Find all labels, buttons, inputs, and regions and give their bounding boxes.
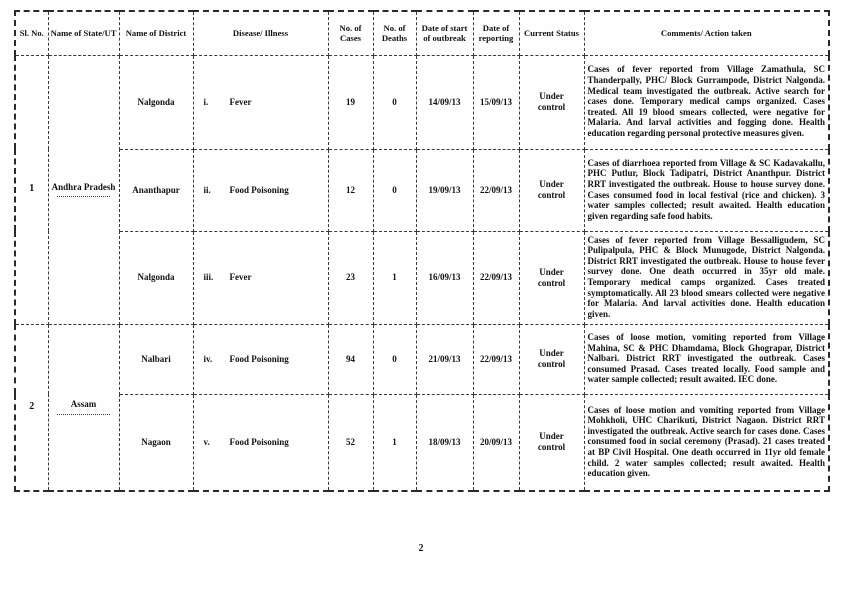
cell-start-date: 16/09/13	[416, 231, 473, 324]
disease-index: i.	[203, 96, 209, 107]
cell-sl-no: 1	[15, 55, 48, 324]
disease-index: v.	[203, 436, 210, 447]
cell-state	[48, 55, 119, 324]
cell-district: Nalbari	[119, 324, 193, 394]
cell-district: Ananthapur	[119, 149, 193, 231]
dotted-underline	[57, 414, 110, 415]
cell-cases: 19	[328, 55, 373, 149]
cell-report-date: 22/09/13	[473, 231, 519, 324]
cell-comment: Cases of fever reported from Village Bessalligudem, SC Pulipalpula, PHC & Block Munugode, District Nalgonda. District RRT investigated the outbreak. House to house fever survey done. One death occurred in 35yr old male. Temporary medical camps organized. Cases treated symptomatically. All 23 blood smears collected were negative for Malaria. And larval activities done. Health education given.	[584, 231, 829, 324]
col-header-district: Name of District	[119, 11, 193, 55]
col-header-status: Current Status	[519, 11, 584, 55]
cell-district: Nagaon	[119, 394, 193, 491]
cell-status: Under control	[519, 149, 584, 231]
cell-deaths: 0	[373, 55, 416, 149]
cell-state	[48, 324, 119, 491]
cell-report-date: 22/09/13	[473, 149, 519, 231]
state-name: Assam	[70, 399, 97, 410]
state-name: Andhra Pradesh	[51, 181, 116, 192]
cell-district: Nalgonda	[119, 55, 193, 149]
disease-name: Food Poisoning	[229, 436, 289, 447]
outbreak-report-table	[14, 10, 830, 492]
cell-report-date: 20/09/13	[473, 394, 519, 491]
cell-start-date: 14/09/13	[416, 55, 473, 149]
cell-start-date: 21/09/13	[416, 324, 473, 394]
cell-deaths: 1	[373, 394, 416, 491]
cell-status: Under control	[519, 231, 584, 324]
table-row	[15, 231, 829, 324]
cell-status: Under control	[519, 324, 584, 394]
cell-sl-no: 2	[15, 324, 48, 491]
col-header-report-date: Date of reporting	[473, 11, 519, 55]
cell-status: Under control	[519, 394, 584, 491]
disease-name: Food Poisoning	[229, 353, 289, 364]
col-header-start-date: Date of start of outbreak	[416, 11, 473, 55]
disease-index: ii.	[203, 184, 211, 195]
disease-index: iv.	[203, 353, 213, 364]
col-header-comments: Comments/ Action taken	[584, 11, 829, 55]
cell-disease	[193, 231, 328, 324]
cell-disease	[193, 149, 328, 231]
table-row	[15, 55, 829, 149]
table-row	[15, 394, 829, 491]
cell-disease	[193, 394, 328, 491]
cell-deaths: 0	[373, 324, 416, 394]
disease-name: Fever	[229, 272, 252, 283]
col-header-state: Name of State/UT	[48, 11, 119, 55]
cell-report-date: 15/09/13	[473, 55, 519, 149]
cell-comment: Cases of diarrhoea reported from Village & SC Kadavakallu, PHC Putlur, Block Tadipatri, District Ananthpur. District RRT investigated the outbreak. House to house survey done. Cases consumed food in local festival (rice and chicken). 3 water samples collected; result awaited. Health education given regarding safe food habits.	[584, 149, 829, 231]
page-number: 2	[418, 543, 424, 554]
cell-report-date: 22/09/13	[473, 324, 519, 394]
col-header-disease: Disease/ Illness	[193, 11, 328, 55]
disease-name: Fever	[229, 96, 252, 107]
cell-district: Nalgonda	[119, 231, 193, 324]
cell-disease	[193, 324, 328, 394]
dotted-underline	[57, 196, 110, 197]
cell-cases: 12	[328, 149, 373, 231]
cell-comment: Cases of loose motion, vomiting reported from Village Mahina, SC & PHC Dhamdama, Block Ghograpar, District Nalbari. District RRT investigated the outbreak. Cases consumed Prasad. Cases treated locally. Food sample and water sample collected; result awaited. IEC done.	[584, 324, 829, 394]
header-row	[15, 11, 829, 55]
cell-deaths: 0	[373, 149, 416, 231]
cell-comment: Cases of fever reported from Village Zamathula, SC Thanderpally, PHC/ Block Gurrampode, District Nalgonda. Medical team investigated the outbreak. Active search for cases done. Temporary medical camps organized. Cases treated. All 19 blood smears collected, were negative for Malaria. And larval activities and fogging done. Health education regarding personal protective measures given.	[584, 55, 829, 149]
cell-cases: 23	[328, 231, 373, 324]
cell-start-date: 19/09/13	[416, 149, 473, 231]
cell-cases: 52	[328, 394, 373, 491]
col-header-deaths: No. of Deaths	[373, 11, 416, 55]
table-row	[15, 324, 829, 394]
cell-cases: 94	[328, 324, 373, 394]
cell-deaths: 1	[373, 231, 416, 324]
col-header-sl-no: Sl. No.	[15, 11, 48, 55]
cell-disease	[193, 55, 328, 149]
cell-start-date: 18/09/13	[416, 394, 473, 491]
table-row	[15, 149, 829, 231]
disease-name: Food Poisoning	[229, 184, 289, 195]
disease-index: iii.	[203, 272, 214, 283]
cell-status: Under control	[519, 55, 584, 149]
col-header-cases: No. of Cases	[328, 11, 373, 55]
cell-comment: Cases of loose motion and vomiting reported from Village Mohkholi, UHC Charikuti, District Nagaon. District RRT investigated the outbreak. Active search for cases done. Cases consumed food in social ceremony (Prasad). 21 cases treated at BP Civil Hospital. One death occurred in 11yr old female child. 2 water samples collected; result awaited. Health education given.	[584, 394, 829, 491]
